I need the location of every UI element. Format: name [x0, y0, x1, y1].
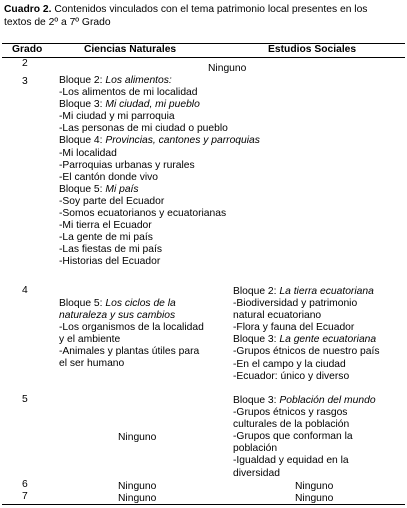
list-item: Bloque 3: La gente ecuatoriana — [233, 334, 377, 346]
header-grado: Grado — [12, 44, 43, 55]
list-item: -Historias del Ecuador — [59, 256, 161, 268]
grado-5: 5 — [22, 394, 28, 405]
list-item: -Grupos étnicos de nuestro país — [233, 346, 380, 358]
list-item: Bloque 4: Provincias, cantones y parroquias — [59, 135, 260, 147]
list-item: y el ambiente — [59, 334, 121, 346]
row-3-ciencias — [59, 75, 260, 269]
grado-2: 2 — [22, 58, 28, 69]
list-item: -La gente de mi país — [59, 232, 153, 244]
list-item: natural ecuatoriano — [233, 310, 322, 322]
list-item: Bloque 5: Los ciclos de la — [59, 298, 176, 309]
caption-line-2: textos de 2º a 7º Grado — [4, 17, 111, 28]
list-item: -Somos ecuatorianos y ecuatorianas — [59, 208, 227, 220]
header-estudios: Estudios Sociales — [268, 44, 357, 55]
header-rule — [2, 57, 405, 58]
list-item: -Soy parte del Ecuador — [59, 195, 165, 207]
table-caption — [4, 3, 367, 29]
list-item: -Mi tierra el Ecuador — [59, 220, 152, 232]
list-item: -Las fiestas de mi país — [59, 244, 163, 256]
grado-3: 3 — [22, 76, 28, 87]
list-item: naturaleza y sus cambios — [59, 310, 176, 322]
list-item: -Animales y plantas útiles para — [59, 346, 200, 358]
header-ciencias: Ciencias Naturales — [84, 44, 177, 55]
list-item: el ser humano — [59, 358, 125, 370]
list-item: -Las personas de mi ciudad o pueblo — [59, 123, 228, 135]
row-2-ninguno: Ninguno — [208, 63, 247, 74]
grado-6: 6 — [22, 479, 28, 490]
row-4-ciencias — [59, 298, 204, 371]
list-item: -Grupos étnicos y rasgos — [233, 407, 348, 419]
list-item: Bloque 2: La tierra ecuatoriana — [233, 286, 374, 297]
row-7-ciencias: Ninguno — [118, 493, 157, 504]
list-item: -Igualdad y equidad en la — [233, 455, 349, 467]
list-item: -Parroquias urbanas y rurales — [59, 159, 195, 171]
list-item: diversidad — [233, 467, 280, 479]
list-item: Bloque 3: Mi ciudad, mi pueblo — [59, 99, 200, 111]
list-item: Bloque 5: Mi país — [59, 183, 139, 195]
row-6-estudios: Ninguno — [295, 481, 334, 492]
row-5-estudios — [233, 395, 376, 480]
list-item: -Mi localidad — [59, 147, 117, 159]
row-5-ciencias-ninguno: Ninguno — [118, 432, 157, 443]
grado-7: 7 — [22, 491, 28, 502]
list-item: población — [233, 443, 278, 455]
list-item: -Mi ciudad y mi parroquia — [59, 111, 175, 123]
list-item: -Los alimentos de mi localidad — [59, 87, 198, 99]
list-item: -Flora y fauna del Ecuador — [233, 322, 355, 334]
list-item: -El cantón donde vivo — [59, 171, 159, 183]
list-item: -Ecuador: único y diverso — [233, 370, 350, 382]
list-item: Bloque 3: Población del mundo — [233, 395, 376, 406]
row-7-estudios: Ninguno — [295, 493, 334, 504]
list-item: -Biodiversidad y patrimonio — [233, 298, 358, 310]
caption-line-1: Contenidos vinculados con el tema patrimonio local presentes en los — [51, 4, 368, 15]
list-item: -En el campo y la ciudad — [233, 358, 346, 370]
list-item: -Los organismos de la localidad — [59, 322, 204, 334]
bottom-rule — [2, 504, 405, 505]
list-item: culturales de la población — [233, 419, 350, 431]
list-item: -Grupos que conforman la — [233, 431, 353, 443]
grado-4: 4 — [22, 285, 28, 296]
caption-label: Cuadro 2. — [4, 4, 52, 15]
row-6-ciencias: Ninguno — [118, 481, 157, 492]
list-item: Bloque 2: Los alimentos: — [59, 75, 172, 86]
row-4-estudios — [233, 286, 380, 383]
